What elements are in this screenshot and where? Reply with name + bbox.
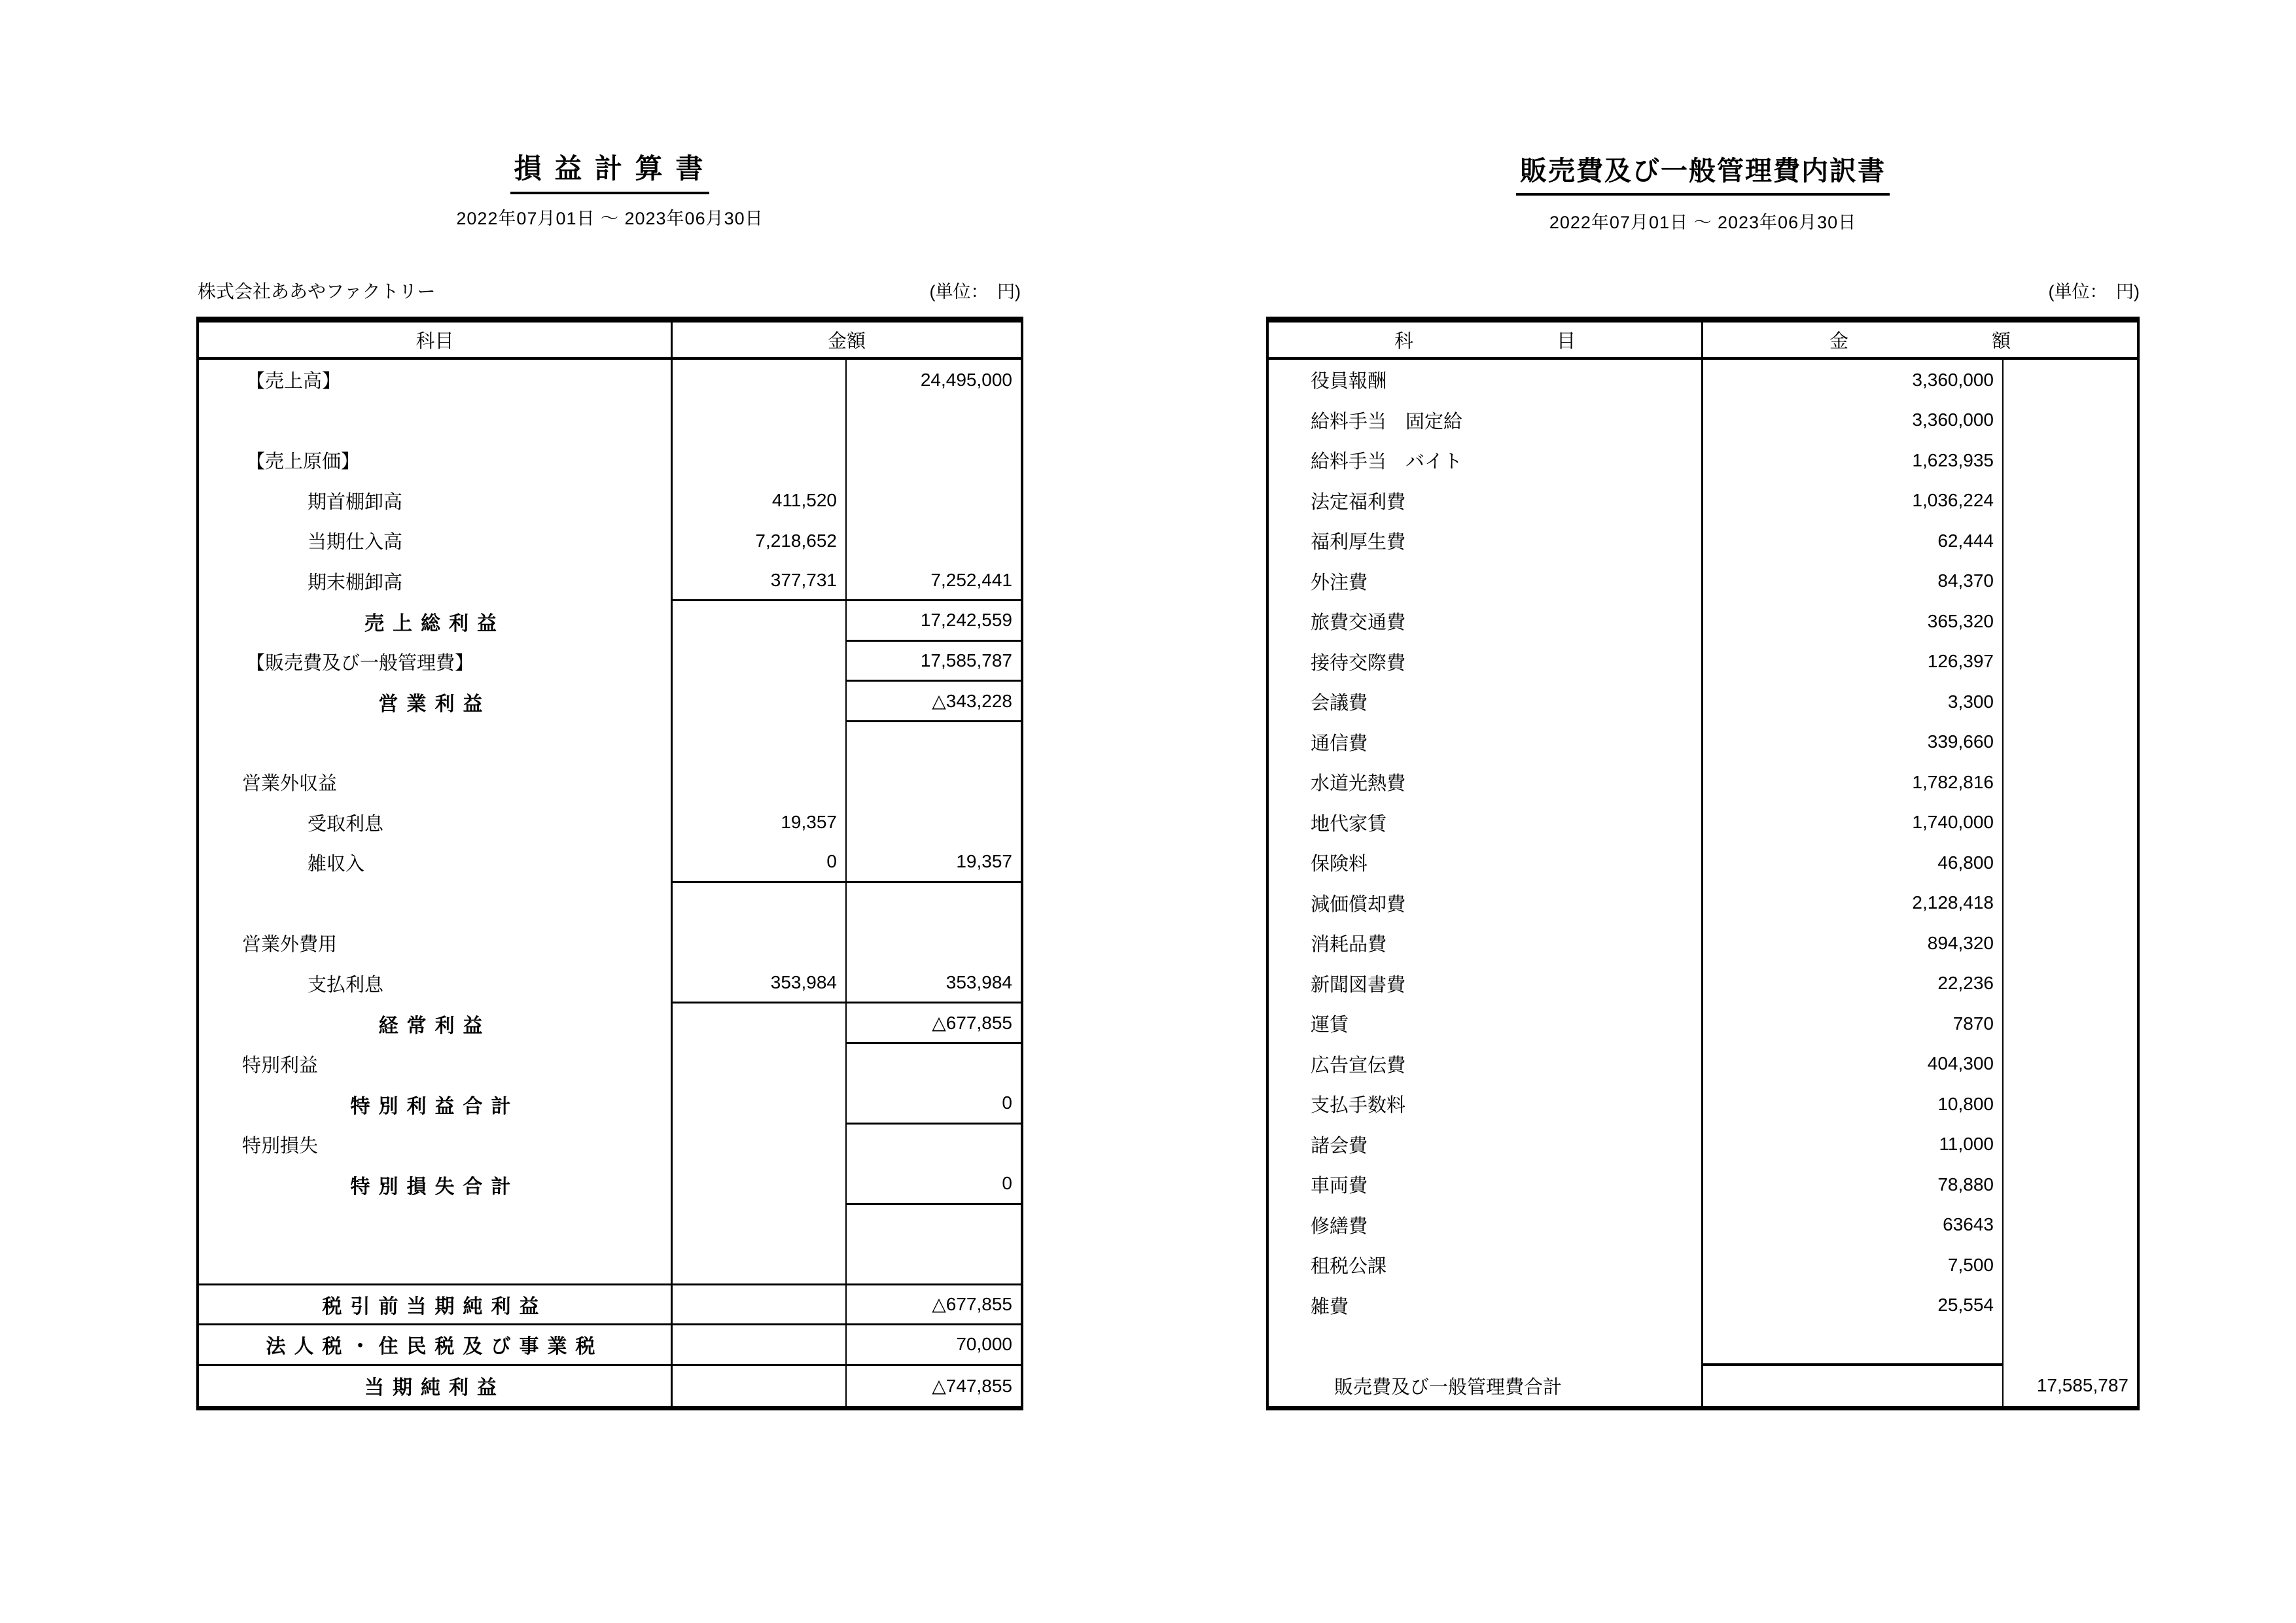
amount-total-cell <box>2002 883 2137 924</box>
amount-total-cell <box>2002 440 2137 481</box>
amount-detail-cell: 78,880 <box>1937 1174 1994 1195</box>
subject-cell: 営業外収益 <box>199 762 673 803</box>
amount-total-cell <box>2002 1325 2137 1366</box>
subject-cell: 期首棚卸高 <box>199 481 673 521</box>
amount-detail-cell: 365,320 <box>1927 610 1994 631</box>
amount-detail-cell <box>673 1164 845 1205</box>
amount-total-cell <box>2002 400 2137 441</box>
amount-detail-cell: 377,731 <box>673 561 845 602</box>
amount-total-cell <box>2002 1164 2137 1205</box>
amount-total-cell <box>845 521 1021 561</box>
subject-cell: 地代家賃 <box>1269 803 1703 843</box>
amount-detail-cell <box>673 1285 845 1324</box>
subject-cell: 販売費及び一般管理費合計 <box>1269 1366 1703 1406</box>
table-row <box>1269 360 2137 400</box>
amount-total-cell <box>2002 682 2137 722</box>
subject-cell <box>1269 1325 1703 1366</box>
amount-detail-cell: 1,623,935 <box>1912 449 1994 470</box>
amount-total-cell <box>845 1044 1021 1085</box>
amount-total-cell <box>845 440 1021 481</box>
table-row <box>199 440 1021 481</box>
amount-detail-cell: 894,320 <box>1927 932 1994 953</box>
amount-total-cell: △677,855 <box>845 1003 1021 1044</box>
subject-cell: 水道光熱費 <box>1269 762 1703 803</box>
subject-cell <box>199 1245 673 1283</box>
amount-total-cell <box>2002 843 2137 883</box>
table-row <box>199 1366 1021 1406</box>
amount-detail-cell <box>673 883 845 924</box>
table-row <box>1269 1366 2137 1406</box>
amount-total-cell: 7,252,441 <box>845 561 1021 602</box>
table-row <box>199 762 1021 803</box>
table-row <box>1269 883 2137 924</box>
table-row <box>199 803 1021 843</box>
subject-cell: 特別利益合計 <box>199 1084 673 1125</box>
amount-detail-cell: 1,740,000 <box>1912 812 1994 833</box>
amount-total-cell <box>2002 762 2137 803</box>
subject-cell: 福利厚生費 <box>1269 521 1703 561</box>
subject-cell: 外注費 <box>1269 561 1703 602</box>
sga-unit-label: (単位： 円) <box>2048 282 2140 302</box>
amount-detail-cell: 0 <box>673 843 845 883</box>
amount-detail-cell: 25,554 <box>1937 1295 1994 1316</box>
table-row <box>199 1285 1021 1326</box>
subject-cell: 雑収入 <box>199 843 673 883</box>
amount-total-cell <box>2002 1084 2137 1125</box>
subject-cell: 接待交際費 <box>1269 642 1703 682</box>
subject-cell: 【販売費及び一般管理費】 <box>199 642 673 682</box>
amount-total-cell: 17,242,559 <box>845 601 1021 642</box>
table-row <box>1269 843 2137 883</box>
amount-detail-cell: 1,036,224 <box>1912 490 1994 511</box>
subject-cell: 役員報酬 <box>1269 360 1703 400</box>
table-row <box>1269 400 2137 441</box>
amount-total-cell: △677,855 <box>845 1285 1021 1324</box>
amount-detail-cell <box>673 400 845 441</box>
table-row <box>1269 722 2137 763</box>
subject-cell: 給料手当 バイト <box>1269 440 1703 481</box>
amount-detail-cell: 7870 <box>1952 1013 1994 1034</box>
amount-detail-cell: 1,782,816 <box>1912 771 1994 792</box>
subject-cell: 特別利益 <box>199 1044 673 1085</box>
amount-total-cell <box>2002 1285 2137 1326</box>
table-header-row <box>1269 323 2137 360</box>
amount-detail-cell <box>673 1205 845 1246</box>
subject-cell: 特別損失合計 <box>199 1164 673 1205</box>
table-row <box>199 601 1021 642</box>
amount-total-cell <box>2002 964 2137 1004</box>
amount-total-cell <box>2002 803 2137 843</box>
table-row <box>199 1125 1021 1165</box>
amount-detail-cell <box>673 1003 845 1044</box>
table-row <box>199 400 1021 441</box>
subject-cell: 法人税・住民税及び事業税 <box>199 1325 673 1364</box>
amount-detail-cell: 3,300 <box>1947 691 1994 712</box>
amount-detail-cell: 19,357 <box>781 812 837 833</box>
amount-detail-cell <box>673 722 845 763</box>
subject-cell: 売上総利益 <box>199 601 673 642</box>
amount-total-cell <box>2002 561 2137 602</box>
table-row <box>1269 964 2137 1004</box>
table-row <box>1269 923 2137 964</box>
amount-total-cell <box>2002 722 2137 763</box>
amount-total-cell <box>845 1125 1021 1165</box>
table-row <box>199 1003 1021 1044</box>
table-row <box>1269 1084 2137 1125</box>
table-row <box>1269 682 2137 722</box>
table-row <box>199 481 1021 521</box>
amount-detail-cell: 7,218,652 <box>755 530 837 551</box>
subject-cell: 営業外費用 <box>199 923 673 964</box>
amount-total-cell <box>2002 1125 2137 1165</box>
subject-cell: 運賃 <box>1269 1003 1703 1044</box>
amount-total-cell: 17,585,787 <box>845 642 1021 682</box>
subject-cell: 給料手当 固定給 <box>1269 400 1703 441</box>
subject-cell: 消耗品費 <box>1269 923 1703 964</box>
amount-total-cell <box>845 400 1021 441</box>
amount-detail-cell: 2,128,418 <box>1912 892 1994 913</box>
subject-cell: 当期仕入高 <box>199 521 673 561</box>
table-row <box>199 561 1021 602</box>
amount-total-cell <box>845 722 1021 763</box>
subject-cell: 期末棚卸高 <box>199 561 673 602</box>
amount-total-cell <box>845 481 1021 521</box>
subject-cell: 通信費 <box>1269 722 1703 763</box>
table-row <box>199 1044 1021 1085</box>
subject-cell: 新聞図書費 <box>1269 964 1703 1004</box>
amount-total-cell: 19,357 <box>845 843 1021 883</box>
subject-cell: 旅費交通費 <box>1269 601 1703 642</box>
amount-detail-cell: 63643 <box>1943 1214 1994 1235</box>
table-row <box>199 964 1021 1004</box>
amount-total-cell: △343,228 <box>845 682 1021 722</box>
subject-cell: 【売上高】 <box>199 360 673 400</box>
subject-cell: 受取利息 <box>199 803 673 843</box>
table-row <box>199 682 1021 722</box>
amount-total-cell <box>2002 1003 2137 1044</box>
pl-title-block <box>196 147 1023 194</box>
table-row <box>199 1325 1021 1366</box>
amount-total-cell: 0 <box>845 1084 1021 1125</box>
subject-cell <box>199 400 673 441</box>
subject-cell <box>199 1205 673 1246</box>
subject-cell: 保険料 <box>1269 843 1703 883</box>
amount-detail-cell <box>673 601 845 642</box>
table-row <box>199 883 1021 924</box>
pl-unit-label: (単位： 円) <box>929 282 1021 302</box>
table-row <box>199 521 1021 561</box>
amount-detail-cell <box>673 360 845 400</box>
table-row <box>199 843 1021 883</box>
amount-detail-cell <box>673 762 845 803</box>
amount-detail-cell: 404,300 <box>1927 1053 1994 1074</box>
amount-total-cell: 24,495,000 <box>845 360 1021 400</box>
header-amount: 金 額 <box>1829 331 2073 352</box>
amount-total-cell <box>2002 601 2137 642</box>
table-row <box>1269 762 2137 803</box>
subject-cell: 経常利益 <box>199 1003 673 1044</box>
table-row <box>199 1205 1021 1246</box>
amount-total-cell <box>845 762 1021 803</box>
table-row <box>1269 601 2137 642</box>
amount-total-cell: 353,984 <box>845 964 1021 1004</box>
subject-cell: 税引前当期純利益 <box>199 1285 673 1324</box>
table-row <box>1269 1245 2137 1285</box>
subject-cell: 諸会費 <box>1269 1125 1703 1165</box>
amount-total-cell <box>2002 1245 2137 1285</box>
amount-total-cell <box>845 1205 1021 1246</box>
pl-title: 損 益 計 算 書 <box>510 147 710 194</box>
amount-total-cell <box>2002 1044 2137 1085</box>
table-row <box>1269 561 2137 602</box>
amount-detail-cell: 84,370 <box>1937 570 1994 591</box>
amount-total-cell <box>2002 360 2137 400</box>
amount-detail-cell: 353,984 <box>673 964 845 1004</box>
amount-total-cell: 17,585,787 <box>2002 1366 2137 1406</box>
header-subject: 科目 <box>199 323 673 357</box>
pl-table <box>196 317 1023 1410</box>
sga-period: 2022年07月01日 ～ 2023年06月30日 <box>1549 213 1857 232</box>
sga-title-block <box>1266 149 2140 196</box>
amount-total-cell <box>2002 642 2137 682</box>
subject-cell: 修繕費 <box>1269 1205 1703 1246</box>
amount-total-cell <box>2002 923 2137 964</box>
sga-table <box>1266 317 2140 1410</box>
amount-detail-cell <box>673 1366 845 1406</box>
amount-total-cell <box>2002 1205 2137 1246</box>
amount-detail-cell <box>673 1044 845 1085</box>
amount-detail-cell: 11,000 <box>1939 1134 1994 1155</box>
amount-total-cell <box>845 883 1021 924</box>
table-row <box>199 360 1021 400</box>
table-row <box>1269 1125 2137 1165</box>
amount-detail-cell: 7,500 <box>1947 1254 1994 1275</box>
amount-total-cell <box>845 1245 1021 1283</box>
subject-cell: 広告宣伝費 <box>1269 1044 1703 1085</box>
subject-cell: 法定福利費 <box>1269 481 1703 521</box>
amount-detail-cell <box>673 1325 845 1364</box>
table-row <box>199 1245 1021 1285</box>
table-row <box>1269 440 2137 481</box>
amount-total-cell: △747,855 <box>845 1366 1021 1406</box>
subject-cell: 特別損失 <box>199 1125 673 1165</box>
subject-cell: 支払手数料 <box>1269 1084 1703 1125</box>
table-row <box>199 1164 1021 1205</box>
amount-total-cell <box>2002 521 2137 561</box>
amount-detail-cell: 126,397 <box>1927 651 1994 672</box>
table-row <box>199 722 1021 763</box>
company-name: 株式会社ああやファクトリー <box>198 281 436 302</box>
amount-total-cell: 0 <box>845 1164 1021 1205</box>
table-row <box>1269 642 2137 682</box>
subject-cell: 雑費 <box>1269 1285 1703 1326</box>
table-row <box>1269 1205 2137 1246</box>
amount-detail-cell <box>673 642 845 682</box>
amount-detail-cell <box>1703 1366 2002 1406</box>
sga-title: 販売費及び一般管理費内訳書 <box>1516 149 1890 196</box>
amount-detail-cell <box>673 440 845 481</box>
amount-detail-cell: 411,520 <box>771 490 837 511</box>
table-row <box>199 642 1021 682</box>
amount-detail-cell <box>1703 1325 2002 1366</box>
amount-detail-cell <box>673 682 845 722</box>
subject-cell: 車両費 <box>1269 1164 1703 1205</box>
subject-cell: 営業利益 <box>199 682 673 722</box>
subject-cell: 減価償却費 <box>1269 883 1703 924</box>
amount-detail-cell <box>673 923 845 964</box>
amount-detail-cell: 3,360,000 <box>1912 369 1994 390</box>
amount-detail-cell: 62,444 <box>1937 530 1994 551</box>
table-row <box>1269 1044 2137 1085</box>
table-header-row <box>199 323 1021 360</box>
amount-total-cell: 70,000 <box>845 1325 1021 1364</box>
table-row <box>1269 481 2137 521</box>
subject-cell: 会議費 <box>1269 682 1703 722</box>
table-row <box>1269 803 2137 843</box>
amount-detail-cell <box>673 1084 845 1125</box>
amount-detail-cell: 3,360,000 <box>1912 410 1994 430</box>
amount-total-cell <box>845 923 1021 964</box>
amount-detail-cell: 10,800 <box>1937 1093 1994 1114</box>
header-subject: 科 目 <box>1269 323 1703 357</box>
header-amount: 金額 <box>827 331 866 352</box>
table-row <box>1269 1003 2137 1044</box>
subject-cell: 当期純利益 <box>199 1366 673 1406</box>
table-row <box>1269 521 2137 561</box>
subject-cell: 【売上原価】 <box>199 440 673 481</box>
amount-detail-cell <box>673 1245 845 1283</box>
table-row <box>199 1084 1021 1125</box>
amount-detail-cell <box>673 1125 845 1165</box>
amount-detail-cell: 22,236 <box>1937 973 1994 994</box>
table-row <box>1269 1164 2137 1205</box>
subject-cell <box>199 883 673 924</box>
table-row <box>1269 1325 2137 1366</box>
table-row <box>1269 1285 2137 1326</box>
subject-cell: 租税公課 <box>1269 1245 1703 1285</box>
amount-total-cell <box>2002 481 2137 521</box>
pl-period: 2022年07月01日 ～ 2023年06月30日 <box>456 209 764 228</box>
amount-detail-cell: 339,660 <box>1927 731 1994 752</box>
amount-detail-cell: 46,800 <box>1937 852 1994 873</box>
table-row <box>199 923 1021 964</box>
subject-cell: 支払利息 <box>199 964 673 1004</box>
subject-cell <box>199 722 673 763</box>
amount-total-cell <box>845 803 1021 843</box>
